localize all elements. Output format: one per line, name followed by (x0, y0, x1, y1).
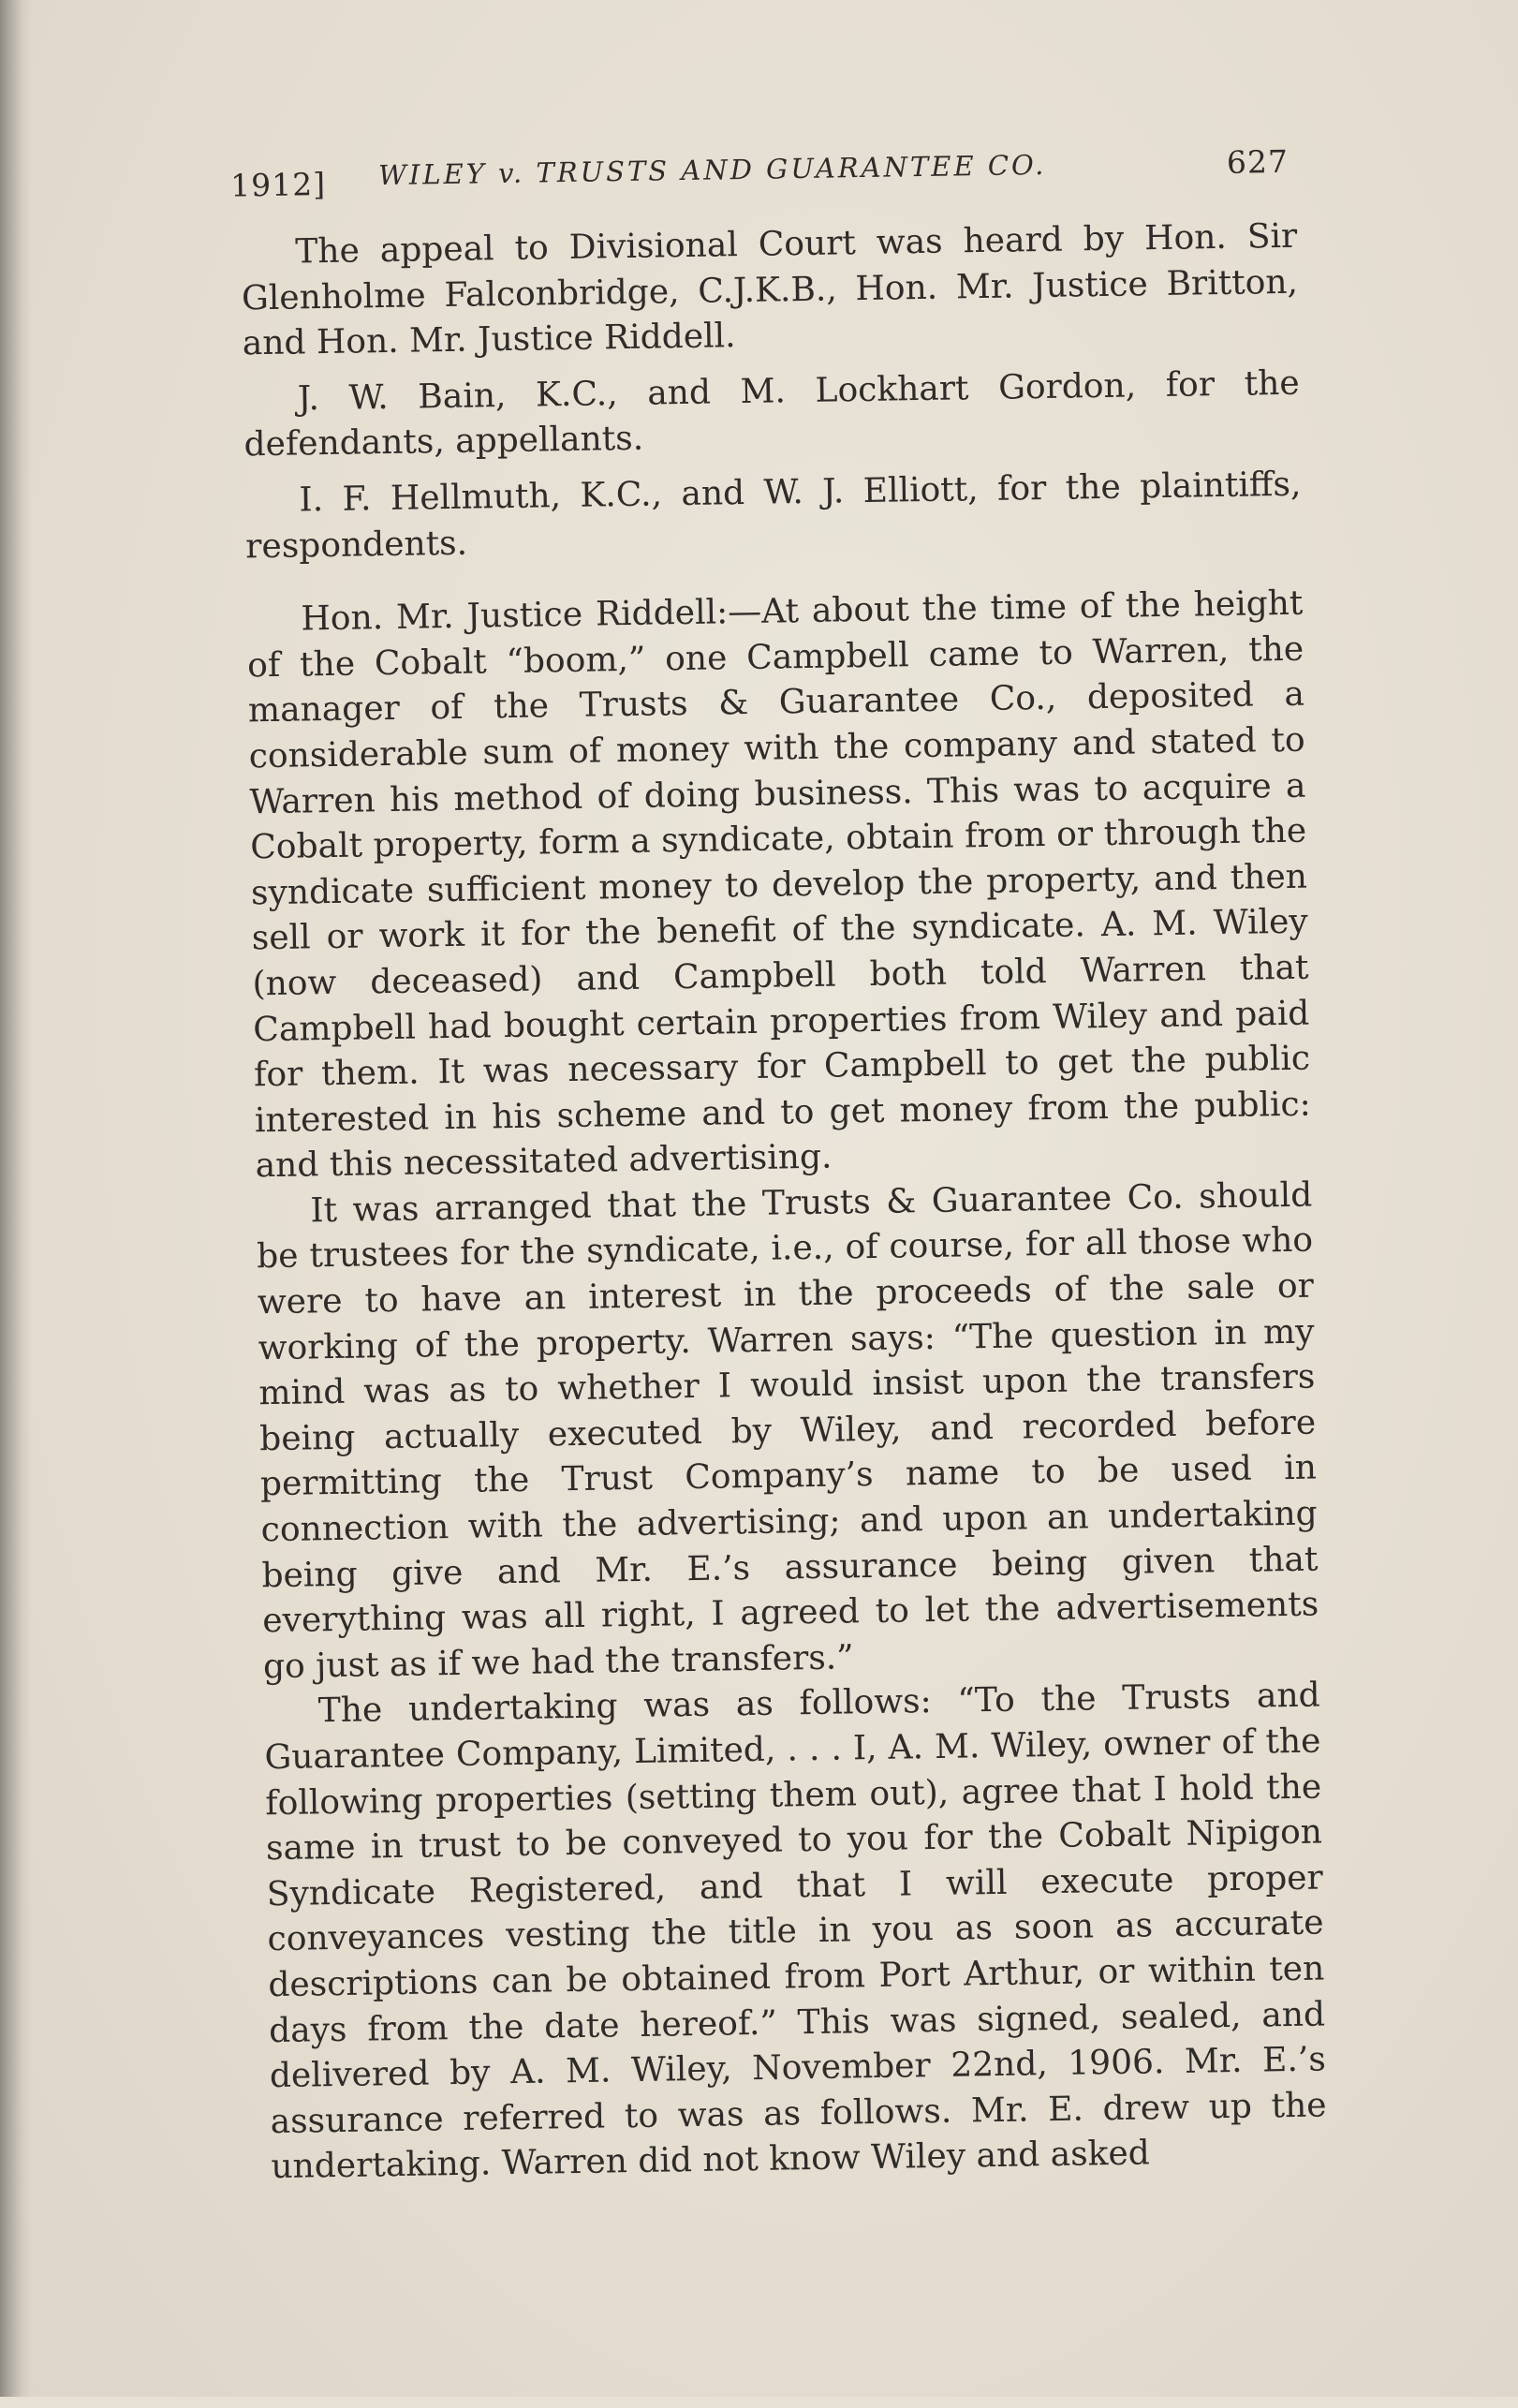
paragraph-undertaking: The undertaking was as follows: “To the Trusts and Guarantee Company, Limited, . . . I, A. M. Wiley, owner of the following properties (setting them out), agree that I hold the same in trust to be conveyed to you for the Cobalt Nipigon Syndicate Registered, and that I will execute proper conveyances vesting the title in you as soon as accurate descriptions can be obtained from Port Arthur, or within ten days from the date hereof.” This was signed, sealed, and delivered by A. M. Wiley, November 22nd, 1906. Mr. E.’s assurance referred to was as follows. Mr. E. drew up the undertaking. Warren did not know Wiley and asked (264, 1676, 1327, 2187)
paragraph-arrangement: It was arranged that the Trusts & Guarantee Co. should be trustees for the syndicate, i.e., of course, for all those who were to have an interest in the proceeds of the sale or working of the property. Warren says: “The question in my mind was as to whether I would insist upon the transfers being actually executed by Wiley, and recorded before permitting the Trust Company’s name to be used in connection with the advertising; and upon an undertaking being give and Mr. E.’s assurance being given that everything was all right, I agreed to let the advertisements go just as if we had the transfers.” (256, 1175, 1319, 1687)
paragraph-defendants-counsel: J. W. Bain, K.C., and M. Lockhart Gordon, for the defendants, appellants. (243, 363, 1300, 465)
running-head-year: 1912] (229, 165, 327, 204)
paragraph-judgment-opening: Hon. Mr. Justice Riddell:—At about the time of the height of the Cobalt “boom,” one Campbell came to Warren, the manager of the Trusts & Guarantee Co., deposited a considerable sum of money with the company and stated to Warren his method of doing business. This was to acquire a Cobalt property, form a syndicate, obtain from or through the syndicate sufficient money to develop the property, and then sell or work it for the benefit of the syndicate. A. M. Wiley (now deceased) and Campbell both told Warren that Campbell had bought certain properties from Wiley and paid for them. It was necessary for Campbell to get the public interested in his scheme and to get money from the public: and this necessitated advertising. (246, 584, 1312, 1186)
page-number: 627 (1226, 142, 1290, 181)
paragraph-plaintiffs-counsel: I. F. Hellmuth, K.C., and W. J. Elliott, for the plaintiffs, respondents. (244, 465, 1302, 566)
running-head-title: WILEY v. TRUSTS AND GUARANTEE CO. (377, 148, 1047, 192)
running-head (230, 143, 1290, 207)
paragraph-court: The appeal to Divisional Court was heard by Hon. Sir Glenholme Falconbridge, C.J.K.B., Hon. Mr. Justice Britton, and Hon. Mr. Justice Riddell. (241, 216, 1299, 363)
body-text (241, 214, 1328, 2191)
